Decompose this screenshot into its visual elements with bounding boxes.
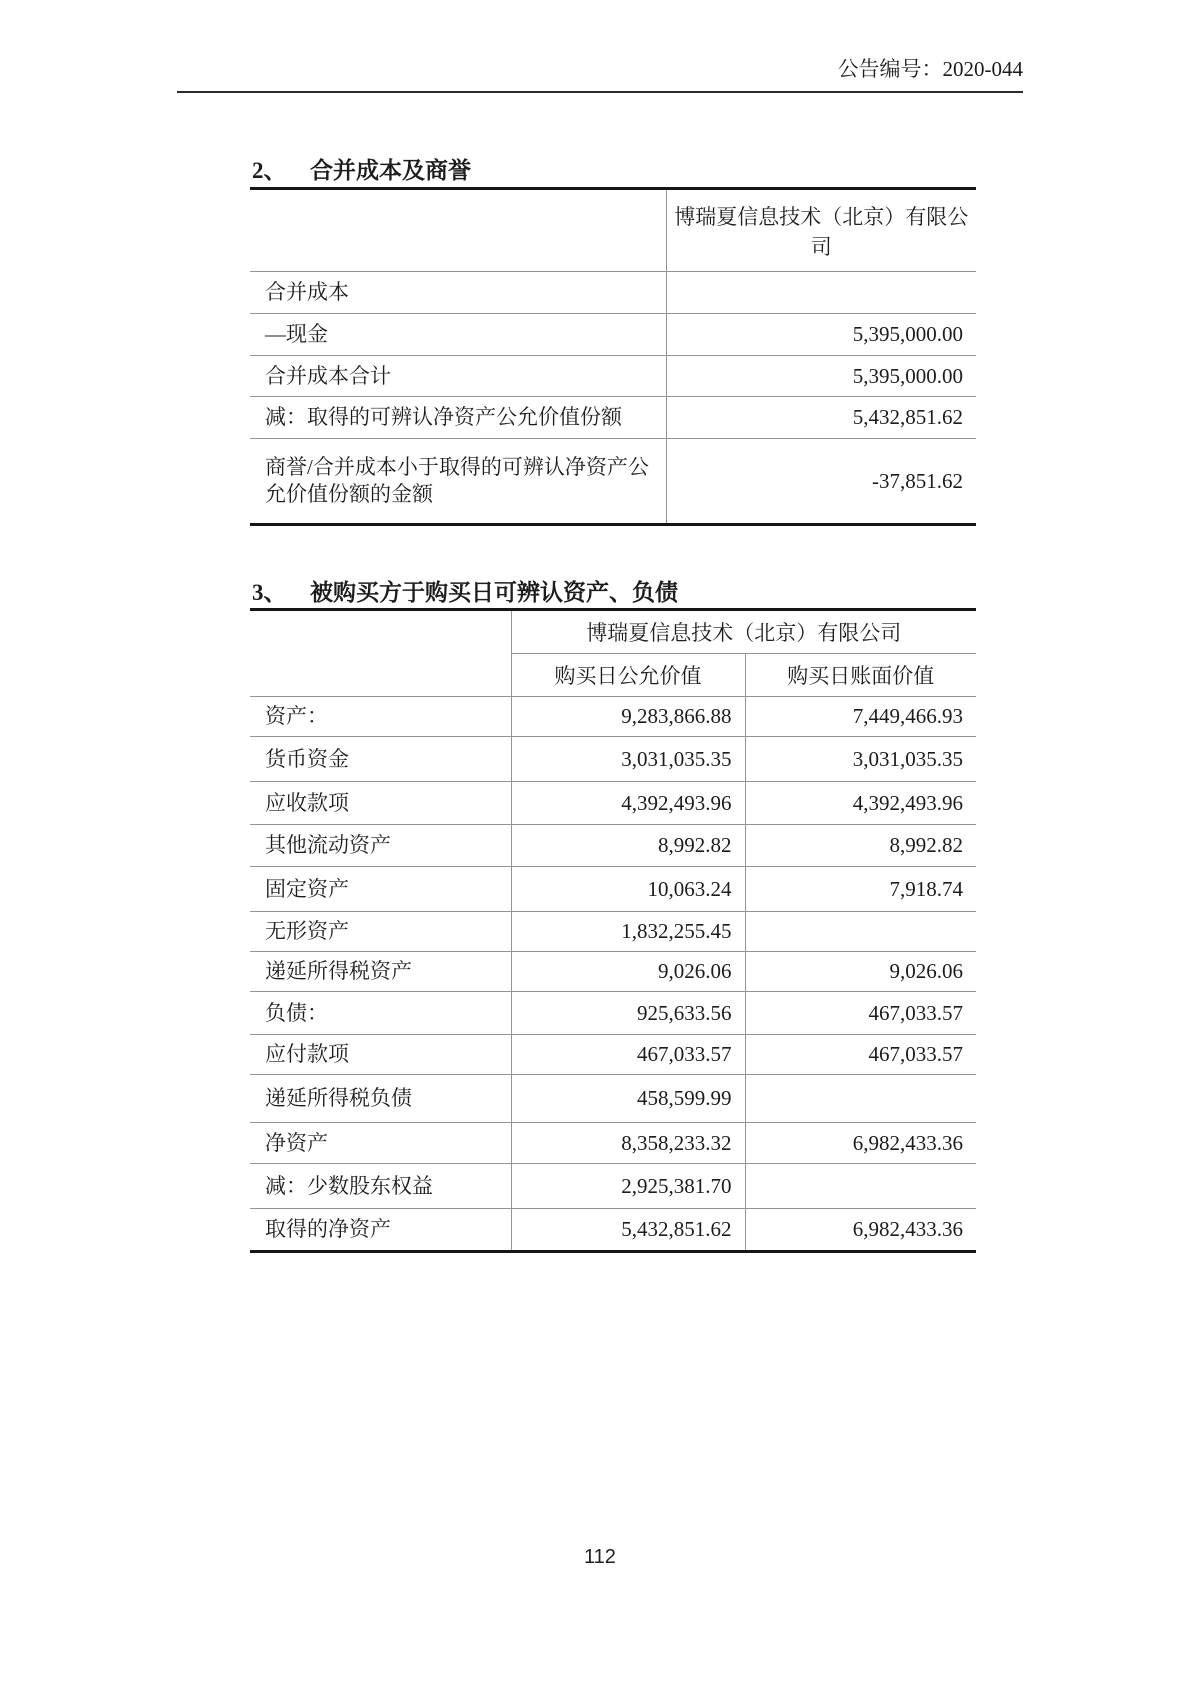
row-value: -37,851.62 bbox=[666, 439, 976, 525]
section2-heading bbox=[252, 152, 471, 185]
row-label: 减：少数股东权益 bbox=[250, 1164, 511, 1209]
table-row bbox=[250, 697, 976, 737]
table-row bbox=[250, 397, 976, 439]
fair-value-cell: 3,031,035.35 bbox=[511, 737, 745, 782]
page-footer bbox=[0, 1546, 1200, 1569]
book-value-cell: 467,033.57 bbox=[745, 1035, 976, 1075]
row-label: 负债： bbox=[250, 992, 511, 1035]
fair-value-cell: 9,283,866.88 bbox=[511, 697, 745, 737]
row-value: 5,395,000.00 bbox=[666, 356, 976, 397]
table-row bbox=[250, 737, 976, 782]
table-row bbox=[250, 356, 976, 397]
table-row bbox=[250, 272, 976, 314]
book-value-cell: 4,392,493.96 bbox=[745, 782, 976, 825]
book-value-cell: 6,982,433.36 bbox=[745, 1123, 976, 1164]
table-row bbox=[250, 1075, 976, 1123]
fair-value-cell: 2,925,381.70 bbox=[511, 1164, 745, 1209]
book-value-cell: 7,918.74 bbox=[745, 867, 976, 912]
row-label: 净资产 bbox=[250, 1123, 511, 1164]
book-value-cell bbox=[745, 1164, 976, 1209]
row-label: 其他流动资产 bbox=[250, 825, 511, 867]
book-value-cell: 3,031,035.35 bbox=[745, 737, 976, 782]
goodwill-cost-table bbox=[250, 187, 976, 526]
row-label: 递延所得税资产 bbox=[250, 952, 511, 992]
table-row bbox=[250, 992, 976, 1035]
row-label: 货币资金 bbox=[250, 737, 511, 782]
section3-title: 被购买方于购买日可辨认资产、负债 bbox=[310, 580, 678, 605]
row-value bbox=[666, 272, 976, 314]
book-value-header: 购买日账面价值 bbox=[745, 654, 976, 697]
fair-value-cell: 9,026.06 bbox=[511, 952, 745, 992]
row-label: 资产： bbox=[250, 697, 511, 737]
empty-header-cell bbox=[250, 654, 511, 697]
fair-value-cell: 4,392,493.96 bbox=[511, 782, 745, 825]
table-row bbox=[250, 1035, 976, 1075]
table-header-row bbox=[250, 189, 976, 272]
row-label: 减：取得的可辨认净资产公允价值份额 bbox=[250, 397, 666, 439]
table-row bbox=[250, 782, 976, 825]
book-value-cell: 7,449,466.93 bbox=[745, 697, 976, 737]
book-value-cell: 467,033.57 bbox=[745, 992, 976, 1035]
section3-number: 3、 bbox=[252, 580, 287, 605]
row-label: 应收款项 bbox=[250, 782, 511, 825]
page-number: 112 bbox=[584, 1546, 616, 1568]
book-value-cell bbox=[745, 912, 976, 952]
row-label: 应付款项 bbox=[250, 1035, 511, 1075]
fair-value-cell: 10,063.24 bbox=[511, 867, 745, 912]
section3-heading bbox=[252, 574, 678, 607]
book-value-cell bbox=[745, 1075, 976, 1123]
table-row bbox=[250, 825, 976, 867]
fair-value-cell: 8,358,233.32 bbox=[511, 1123, 745, 1164]
table-row bbox=[250, 1164, 976, 1209]
company-span-row bbox=[250, 610, 976, 654]
section2-number: 2、 bbox=[252, 158, 287, 183]
row-label: 取得的净资产 bbox=[250, 1209, 511, 1252]
fair-value-cell: 467,033.57 bbox=[511, 1035, 745, 1075]
fair-value-cell: 8,992.82 bbox=[511, 825, 745, 867]
fair-value-cell: 925,633.56 bbox=[511, 992, 745, 1035]
section2-title: 合并成本及商誉 bbox=[310, 158, 471, 183]
table-row bbox=[250, 314, 976, 356]
row-label: —现金 bbox=[250, 314, 666, 356]
empty-header-cell bbox=[250, 610, 511, 654]
table-row bbox=[250, 1209, 976, 1252]
row-value: 5,395,000.00 bbox=[666, 314, 976, 356]
company-header-cell: 博瑞夏信息技术（北京）有限公司 bbox=[666, 189, 976, 272]
fair-value-header: 购买日公允价值 bbox=[511, 654, 745, 697]
book-value-cell: 8,992.82 bbox=[745, 825, 976, 867]
row-label: 合并成本合计 bbox=[250, 356, 666, 397]
table-row bbox=[250, 1123, 976, 1164]
fair-value-cell: 458,599.99 bbox=[511, 1075, 745, 1123]
fair-value-cell: 1,832,255.45 bbox=[511, 912, 745, 952]
identifiable-assets-table bbox=[250, 608, 976, 1253]
book-value-cell: 9,026.06 bbox=[745, 952, 976, 992]
row-label: 商誉/合并成本小于取得的可辨认净资产公允价值份额的金额 bbox=[250, 439, 666, 525]
row-label: 固定资产 bbox=[250, 867, 511, 912]
doc-number: 公告编号：2020-044 bbox=[837, 57, 1023, 81]
table-row bbox=[250, 952, 976, 992]
row-label: 合并成本 bbox=[250, 272, 666, 314]
table-row bbox=[250, 439, 976, 525]
company-header-cell: 博瑞夏信息技术（北京）有限公司 bbox=[511, 610, 976, 654]
row-label: 递延所得税负债 bbox=[250, 1075, 511, 1123]
book-value-cell: 6,982,433.36 bbox=[745, 1209, 976, 1252]
empty-header-cell bbox=[250, 189, 666, 272]
column-header-row bbox=[250, 654, 976, 697]
row-label: 无形资产 bbox=[250, 912, 511, 952]
doc-header bbox=[177, 54, 1023, 93]
table-row bbox=[250, 867, 976, 912]
table-row bbox=[250, 912, 976, 952]
row-value: 5,432,851.62 bbox=[666, 397, 976, 439]
fair-value-cell: 5,432,851.62 bbox=[511, 1209, 745, 1252]
